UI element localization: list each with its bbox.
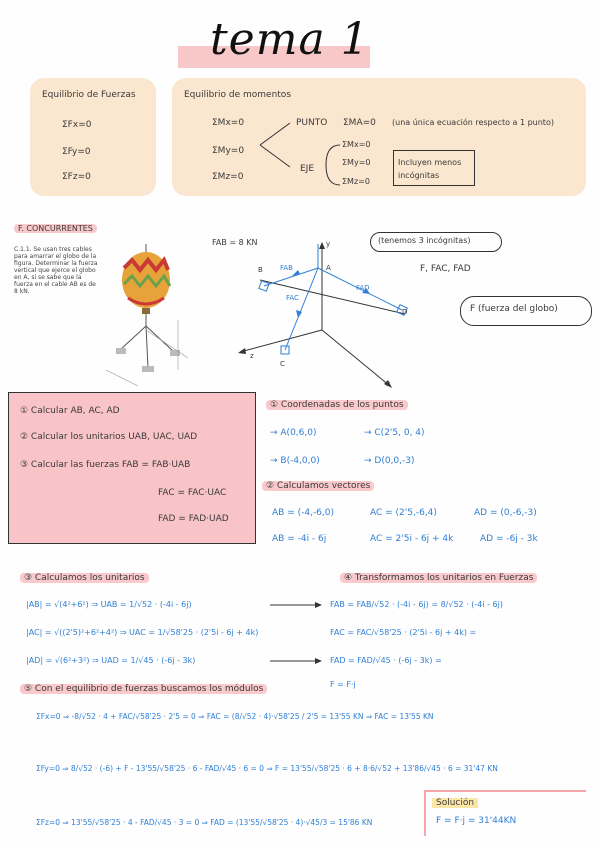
label-fad: FAD bbox=[356, 284, 370, 292]
point-c: → C(2'5, 0, 4) bbox=[364, 428, 425, 438]
label-d: D bbox=[402, 308, 408, 316]
sum-fx: ΣFx=0 ⇒ -8/√52 · 4 + FAC/√58'25 · 2'5 = 0 ⇒ FAC = (8/√52 · 4)·√58'25 / 2'5 = 13'55 KN ⇒ FAC = 13'55 KN bbox=[36, 712, 434, 721]
axis-brace bbox=[322, 140, 344, 190]
point-d: → D(0,0,-3) bbox=[364, 456, 415, 466]
solution-heading: Solución bbox=[432, 798, 478, 808]
section-concurrent: F. CONCURRENTES bbox=[14, 224, 97, 233]
step-item-2: ② Calcular los unitarios UAB, UAC, UAD bbox=[20, 432, 198, 442]
eq-fy: ΣFy=0 bbox=[62, 147, 91, 157]
point-b: → B(-4,0,0) bbox=[270, 456, 320, 466]
force-ab: FAB = FAB/√52 · (-4i - 6j) = 8/√52 · (-4i - 6j) bbox=[330, 600, 503, 609]
unit-ad: |AD| = √(6²+3²) ⇒ UAD = 1/√45 · (-6j - 3k) bbox=[26, 656, 196, 665]
step-item-1: ① Calcular AB, AC, AD bbox=[20, 406, 120, 416]
point-eq: ΣMA=0 bbox=[343, 118, 376, 128]
eq-my: ΣMy=0 bbox=[212, 146, 245, 156]
step1-heading: ① Coordenadas de los puntos bbox=[266, 400, 408, 410]
axis-eq-y: ΣMy=0 bbox=[342, 158, 371, 167]
eq-fx: ΣFx=0 bbox=[62, 120, 92, 130]
eq-mz: ΣMz=0 bbox=[212, 172, 244, 182]
label-fac: FAC bbox=[286, 294, 299, 302]
label-fab: FAB bbox=[280, 264, 293, 272]
step-item-3: ③ Calcular las fuerzas FAB = FAB·UAB bbox=[20, 460, 191, 470]
force-f: F = F·j bbox=[330, 680, 356, 689]
force-ad: FAD = FAD/√45 · (-6j - 3k) = bbox=[330, 656, 442, 665]
eq-fz: ΣFz=0 bbox=[62, 172, 91, 182]
point-label: PUNTO bbox=[296, 118, 328, 128]
sum-fz: ΣFz=0 ⇒ 13'55/√58'25 · 4 - FAD/√45 · 3 = 0 ⇒ FAD = (13'55/√58'25 · 4)·√45/3 = 15'86 KN bbox=[36, 818, 373, 827]
forces-eq-heading: Equilibrio de Fuerzas bbox=[42, 90, 136, 100]
step-item-5: FAD = FAD·UAD bbox=[158, 514, 229, 524]
problem-text: C.1.1. Se usan tres cables para amarrar el globo de la figura. Determinar la fuerza vertical que ejerce el globo en A, si se sabe que la fuerza en el cable AB es de 8 kN. bbox=[14, 246, 98, 295]
solution-box bbox=[424, 790, 586, 836]
unit-ac: |AC| = √((2'5)²+6²+4²) ⇒ UAC = 1/√58'25 · (2'5i - 6j + 4k) bbox=[26, 628, 259, 637]
solution-value: F = F·j = 31'44KN bbox=[436, 816, 517, 826]
balloon-figure bbox=[98, 240, 200, 388]
force-diagram bbox=[230, 240, 410, 390]
label-a: A bbox=[326, 264, 331, 272]
step5-heading: ⑤ Con el equilibrio de fuerzas buscamos los módulos bbox=[20, 684, 267, 694]
point-note: (una única ecuación respecto a 1 punto) bbox=[392, 118, 554, 127]
axis-eq-x: ΣMx=0 bbox=[342, 140, 371, 149]
label-c: C bbox=[280, 360, 285, 368]
sum-fy: ΣFy=0 ⇒ 8/√52 · (-6) + F - 13'55/√58'25 · 6 - FAD/√45 · 6 = 0 ⇒ F = 13'55/√58'25 · 6 + 8·6/√52 + 13'86/√45 · 6 = 31'47 KN bbox=[36, 764, 498, 773]
label-y: y bbox=[326, 240, 331, 248]
given-fab: FAB = 8 KN bbox=[212, 238, 258, 247]
eq-mx: ΣMx=0 bbox=[212, 118, 245, 128]
label-b: B bbox=[258, 266, 263, 274]
label-z: z bbox=[250, 352, 254, 360]
point-a: → A(0,6,0) bbox=[270, 428, 317, 438]
step2-heading: ② Calculamos vectores bbox=[262, 481, 374, 491]
axis-label: EJE bbox=[300, 164, 315, 174]
arrow-ad bbox=[268, 656, 324, 666]
vec-ab-ijk: AB = -4i - 6j bbox=[272, 534, 327, 544]
page-title: tema 1 bbox=[210, 14, 370, 65]
unknowns-note: (tenemos 3 incógnitas) bbox=[378, 236, 471, 245]
step-item-4: FAC = FAC·UAC bbox=[158, 488, 227, 498]
vec-ac-ijk: AC = 2'5i - 6j + 4k bbox=[370, 534, 454, 544]
unknowns-list: F, FAC, FAD bbox=[420, 264, 471, 274]
label-x: x bbox=[386, 380, 391, 388]
vec-ad-ijk: AD = -6j - 3k bbox=[480, 534, 538, 544]
arrow-ab bbox=[268, 600, 324, 610]
force-ac: FAC = FAC/√58'25 · (2'5i - 6j + 4k) = bbox=[330, 628, 477, 637]
step3-heading: ③ Calculamos los unitarios bbox=[20, 573, 149, 583]
unit-ab: |AB| = √(4²+6²) ⇒ UAB = 1/√52 · (-4i - 6j) bbox=[26, 600, 192, 609]
f-note: F (fuerza del globo) bbox=[470, 304, 558, 314]
vec-ab: AB = (-4,-6,0) bbox=[272, 508, 335, 518]
step4-heading: ④ Transformamos los unitarios en Fuerzas bbox=[340, 573, 537, 583]
vec-ac: AC = (2'5,-6,4) bbox=[370, 508, 437, 518]
axis-eq-z: ΣMz=0 bbox=[342, 177, 370, 186]
vec-ad: AD = (0,-6,-3) bbox=[474, 508, 537, 518]
moments-eq-heading: Equilibrio de momentos bbox=[184, 90, 292, 100]
axis-note: Incluyen menos incógnitas bbox=[398, 158, 462, 180]
